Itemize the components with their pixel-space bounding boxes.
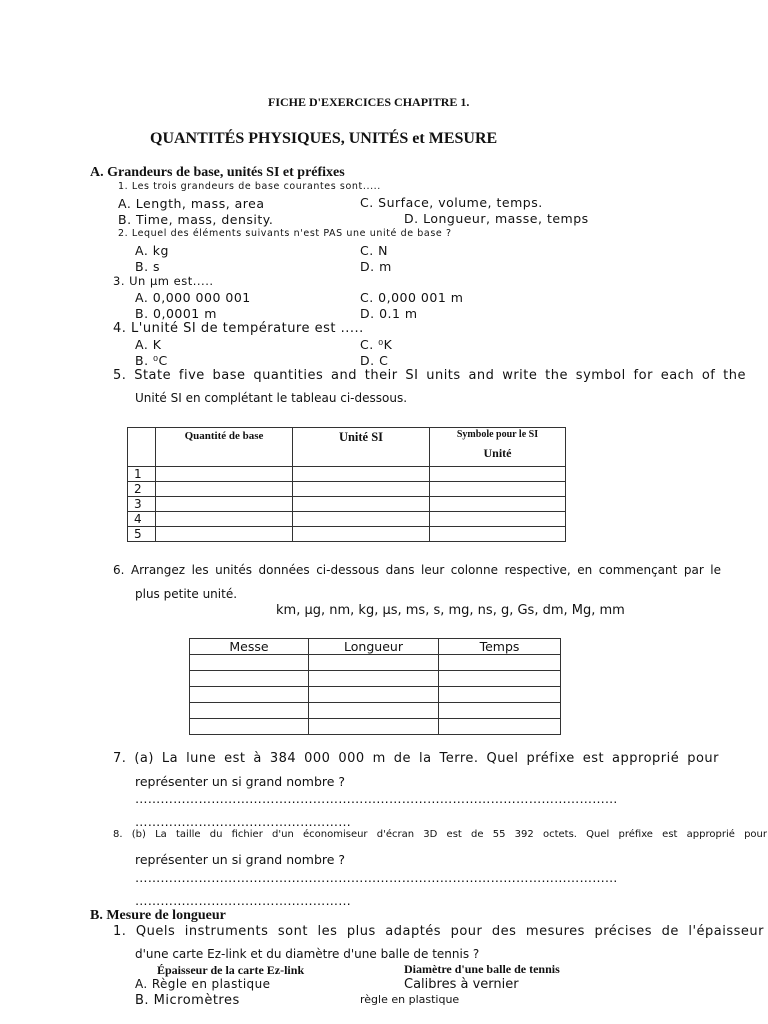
row-number: 3 (128, 497, 156, 512)
table-header-length: Longueur (309, 639, 439, 655)
q3-option-c: C. 0,000 001 m (360, 290, 464, 305)
q1-option-c: C. Surface, volume, temps. (360, 195, 543, 210)
table-header-base-quantity: Quantité de base (156, 428, 293, 467)
table-header-time: Temps (439, 639, 561, 655)
section-a-title: A. Grandeurs de base, unités SI et préfixes (90, 165, 345, 180)
answer-cell[interactable] (156, 482, 293, 497)
q6-unit-list: km, μg, nm, kg, μs, ms, s, mg, ns, g, Gs, dm, Mg, mm (276, 603, 625, 618)
answer-cell[interactable] (430, 512, 566, 527)
q1-option-a: A. Length, mass, area (118, 196, 265, 211)
b-q1-option-a-left: A. Règle en plastique (135, 977, 271, 991)
q4-option-b: B. ⁰C (135, 353, 168, 368)
table-row (190, 703, 561, 719)
q8-line1: 8. (b) La taille du fichier d'un économiseur d'écran 3D est de 55 392 octets. Quel préfixe est approprié pour (113, 829, 767, 840)
answer-cell[interactable] (293, 512, 430, 527)
table-corner-cell (128, 428, 156, 467)
b-q1-header-left: Épaisseur de la carte Ez-link (157, 963, 305, 977)
b-q1-option-a-right: Calibres à vernier (404, 977, 519, 992)
answer-cell[interactable] (439, 703, 561, 719)
q2-text: 2. Lequel des éléments suivants n'est PAS une unité de base ? (118, 228, 452, 239)
answer-cell[interactable] (309, 655, 439, 671)
table-row (128, 512, 566, 527)
q3-text: 3. Un μm est..... (113, 274, 214, 288)
b-q1-option-b-left: B. Micromètres (135, 993, 240, 1008)
row-number: 4 (128, 512, 156, 527)
q6-line2: plus petite unité. (135, 587, 238, 601)
q3-option-a: A. 0,000 000 001 (135, 290, 251, 305)
row-number: 2 (128, 482, 156, 497)
table-row (190, 655, 561, 671)
answer-cell[interactable] (430, 497, 566, 512)
answer-cell[interactable] (293, 527, 430, 542)
b-q1-line1: 1. Quels instruments sont les plus adaptés pour des mesures précises de l'épaisseur (113, 924, 764, 939)
answer-cell[interactable] (156, 512, 293, 527)
answer-cell[interactable] (190, 719, 309, 735)
answer-cell[interactable] (190, 703, 309, 719)
answer-cell[interactable] (439, 671, 561, 687)
answer-cell[interactable] (430, 482, 566, 497)
b-q1-option-b-right: règle en plastique (360, 993, 460, 1006)
q7-answer-line-continued[interactable]: …………………………………………… (135, 814, 351, 829)
q1-option-b: B. Time, mass, density. (118, 212, 274, 227)
q5-line2: Unité SI en complétant le tableau ci-dessous. (135, 391, 408, 405)
answer-cell[interactable] (190, 687, 309, 703)
answer-cell[interactable] (156, 467, 293, 482)
q8-answer-line[interactable]: …………………………………………………………………………………………………… (135, 870, 618, 885)
base-quantities-table (127, 427, 566, 542)
answer-cell[interactable] (156, 527, 293, 542)
answer-cell[interactable] (430, 467, 566, 482)
answer-cell[interactable] (309, 687, 439, 703)
answer-cell[interactable] (309, 671, 439, 687)
q3-option-d: D. 0.1 m (360, 306, 418, 321)
table-row (190, 719, 561, 735)
q2-option-a: A. kg (135, 243, 169, 258)
q6-line1: 6. Arrangez les unités données ci-dessous dans leur colonne respective, en commençant par le (113, 563, 721, 577)
table-header-si-unit: Unité SI (293, 428, 430, 467)
q2-option-d: D. m (360, 259, 392, 274)
q2-option-b: B. s (135, 259, 161, 274)
q3-option-b: B. 0,0001 m (135, 306, 217, 321)
table-row (128, 467, 566, 482)
answer-cell[interactable] (190, 671, 309, 687)
q4-option-a: A. K (135, 337, 162, 352)
table-row (128, 527, 566, 542)
q1-option-d: D. Longueur, masse, temps (404, 211, 589, 226)
table-header-symbol: Symbole pour le SI Unité (430, 428, 566, 467)
q7-line1: 7. (a) La lune est à 384 000 000 m de la Terre. Quel préfixe est approprié pour (113, 751, 719, 766)
section-b-title: B. Mesure de longueur (90, 908, 226, 923)
answer-cell[interactable] (430, 527, 566, 542)
q4-text: 4. L'unité SI de température est ..... (113, 321, 364, 336)
q4-option-c: C. ⁰K (360, 337, 393, 352)
answer-cell[interactable] (309, 719, 439, 735)
q1-text: 1. Les trois grandeurs de base courantes sont..... (118, 181, 381, 192)
row-number: 1 (128, 467, 156, 482)
q5-line1: 5. State five base quantities and their SI units and write the symbol for each of the (113, 368, 746, 383)
table-row (190, 671, 561, 687)
main-title: QUANTITÉS PHYSIQUES, UNITÉS et MESURE (150, 130, 498, 147)
table-header-mass: Messe (190, 639, 309, 655)
q2-option-c: C. N (360, 243, 389, 258)
b-q1-header-right: Diamètre d'une balle de tennis (404, 962, 560, 976)
answer-cell[interactable] (439, 687, 561, 703)
row-number: 5 (128, 527, 156, 542)
answer-cell[interactable] (293, 467, 430, 482)
q4-option-d: D. C (360, 353, 389, 368)
b-q1-line2: d'une carte Ez-link et du diamètre d'une balle de tennis ? (135, 947, 480, 961)
q8-line2: représenter un si grand nombre ? (135, 852, 346, 867)
answer-cell[interactable] (439, 655, 561, 671)
answer-cell[interactable] (293, 497, 430, 512)
q7-line2: représenter un si grand nombre ? (135, 774, 346, 789)
answer-cell[interactable] (156, 497, 293, 512)
q8-answer-line-continued[interactable]: …………………………………………… (135, 893, 351, 908)
table-row (190, 687, 561, 703)
units-sorting-table (189, 638, 561, 735)
table-row (128, 482, 566, 497)
answer-cell[interactable] (293, 482, 430, 497)
table-row (128, 497, 566, 512)
sheet-title: FICHE D'EXERCICES CHAPITRE 1. (268, 95, 470, 109)
answer-cell[interactable] (309, 703, 439, 719)
q7-answer-line[interactable]: …………………………………………………………………………………………………… (135, 791, 618, 806)
answer-cell[interactable] (190, 655, 309, 671)
answer-cell[interactable] (439, 719, 561, 735)
